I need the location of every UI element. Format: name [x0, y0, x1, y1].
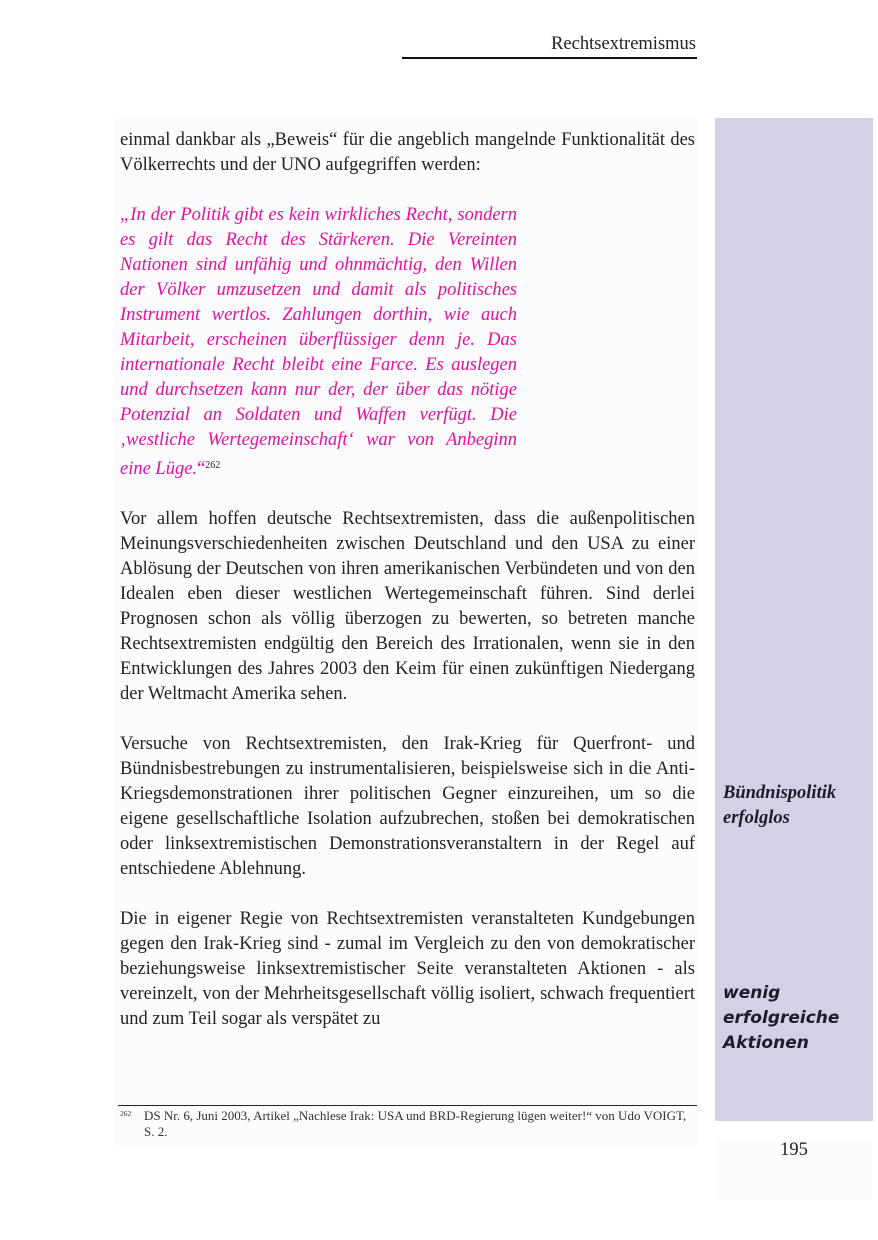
- margin-sidebar: [715, 118, 873, 1121]
- marginal-note-buendnispolitik: Bündnispolitik erfolglos: [723, 783, 837, 828]
- block-quote: [120, 203, 517, 482]
- paragraph-3: Versuche von Rechtsextremisten, den Irak-Krieg für Querfront- und Bündnisbestrebungen zu instrumentalisieren, beispielsweise sich in die Anti-Kriegsdemonstrationen ihrer politischen Gegner einzureihen, um so die eigene gesellschaftliche Isolation aufzubrechen, stoßen bei demokratischen oder linksextremistischen Demonstrationsveranstaltern in der Regel auf entschiedene Ablehnung.: [120, 734, 695, 879]
- quote-text: „In der Politik gibt es kein wirkliches Recht, sondern es gilt das Recht des Stärkeren. Die Vereinten Nationen sind unfähig und ohnmächtig, den Willen der Völker umzusetzen und damit als politisches Instrument wertlos. Zahlungen dorthin, wie auch Mitarbeit, erscheinen überflüssiger denn je. Das internationale Recht bleibt eine Farce. Es auslegen und durchsetzen kann nur der, der über das nötige Potenzial an Soldaten und Waffen verfügt. Die ‚westliche Wertegemeinschaft‘ war von Anbeginn eine Lüge.: [120, 205, 517, 479]
- footnote-rule: [118, 1105, 697, 1106]
- marginal-note-aktionen: wenig erfolgreiche Aktionen: [723, 983, 840, 1053]
- paragraph-intro: einmal dankbar als „Beweis“ für die angeblich mangelnde Funktionalität des Völkerrechts und der UNO aufgegriffen werden:: [120, 130, 695, 175]
- main-text-column: [120, 128, 695, 1032]
- footnote-262: [120, 1108, 697, 1140]
- running-head-title: Rechtsextremismus: [551, 34, 696, 54]
- quote-closing-mark: “: [197, 459, 206, 479]
- paragraph-2: Vor allem hoffen deutsche Rechtsextremisten, dass die außenpolitischen Meinungsverschiedenheiten zwischen Deutschland und den USA zu einer Ablösung der Deutschen von ihren amerikanischen Verbündeten und von den Idealen eben dieser westlichen Wertegemeinschaft führen. Sind derlei Prognosen schon als völlig überzogen zu bewerten, so betreten manche Rechtsextremisten endgültig den Bereich des Irrationalen, wenn sie in den Entwicklungen des Jahres 2003 den Keim für einen zukünftigen Niedergang der Weltmacht Amerika sehen.: [120, 509, 695, 704]
- footnote-text: DS Nr. 6, Juni 2003, Artikel „Nachlese Irak: USA und BRD-Regierung lügen weiter!“ von Udo VOIGT, S. 2.: [144, 1108, 687, 1139]
- paragraph-4: Die in eigener Regie von Rechtsextremisten veranstalteten Kundgebungen gegen den Irak-Krieg sind - zumal im Vergleich zu den von demokratischer beziehungsweise linksextremistischer Seite veranstalteten Aktionen - als vereinzelt, von der Mehrheitsgesellschaft völlig isoliert, schwach frequentiert und zum Teil sogar als verspätet zu: [120, 909, 695, 1029]
- footnote-reference[interactable]: 262: [205, 460, 221, 471]
- page-number: 195: [780, 1140, 808, 1160]
- header-rule: [402, 57, 697, 59]
- footnote-number: 262: [120, 1109, 132, 1118]
